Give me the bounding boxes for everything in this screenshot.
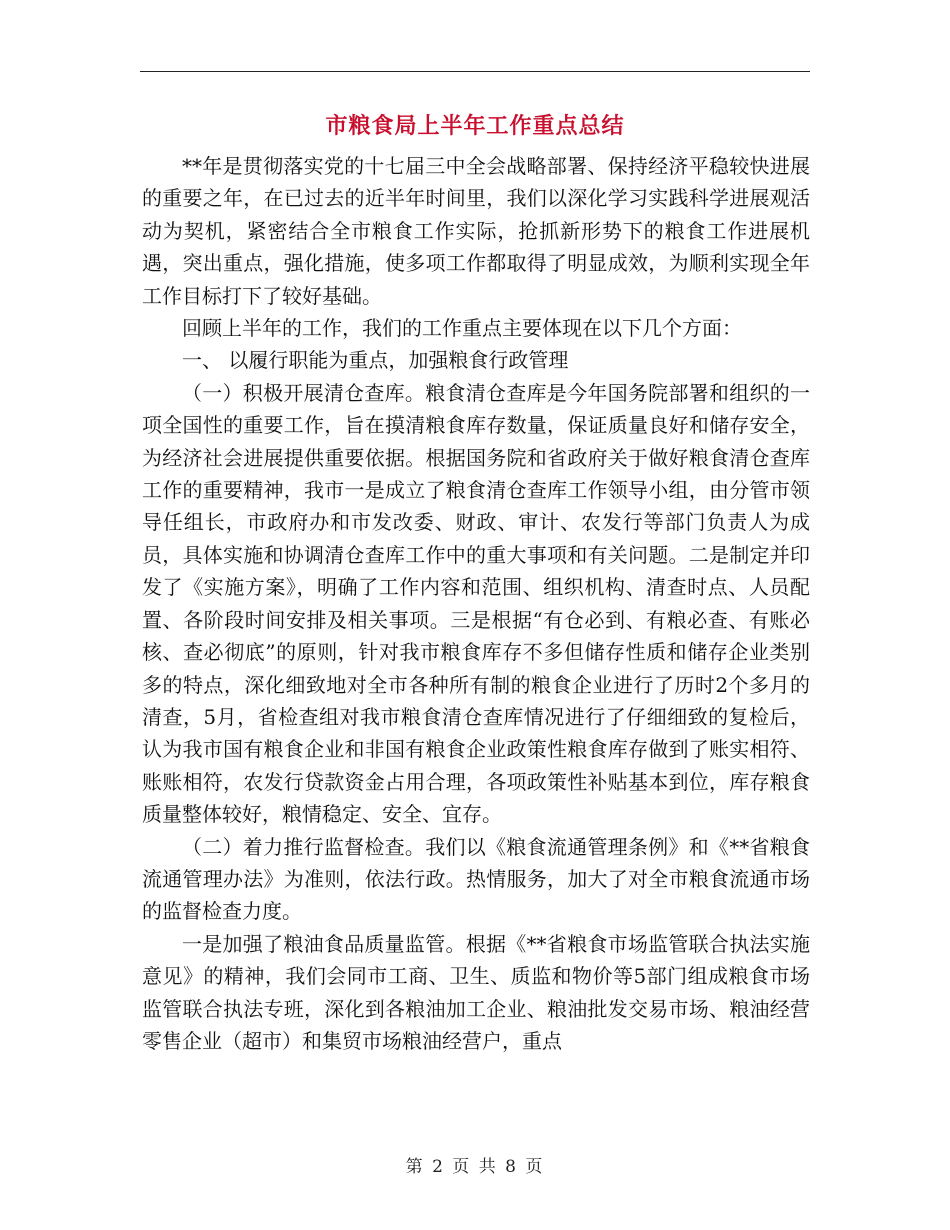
paragraph-intro: **年是贯彻落实党的十七届三中全会战略部署、保持经济平稳较快进展的重要之年，在已过去的近半年时间里，我们以深化学习实践科学进展观活动为契机，紧密结合全市粮食工作实际，抢抓新形势下的粮食工作进展机遇，突出重点，强化措施，使多项工作都取得了明显成效，为顺利实现全年工作目标打下了较好基础。 bbox=[142, 154, 810, 308]
paragraph-supervision: （二）着力推行监督检查。我们以《粮食流通管理条例》和《**省粮食流通管理办法》为准则，依法行政。热情服务，加大了对全市粮食流通市场的监督检查力度。 bbox=[142, 834, 810, 924]
header-rule bbox=[140, 71, 810, 72]
section-heading-1: 一、 以履行职能为重点，加强粮食行政管理 bbox=[182, 348, 569, 373]
paragraph-quality-oversight: 一是加强了粮油食品质量监管。根据《**省粮食市场监管联合执法实施意见》的精神，我们会同市工商、卫生、质监和物价等5部门组成粮食市场监管联合执法专班，深化到各粮油加工企业、粮油批发交易市场、粮油经营零售企业（超市）和集贸市场粮油经营户，重点 bbox=[142, 931, 810, 1053]
page-number-footer: 第 2 页 共 8 页 bbox=[405, 1157, 545, 1177]
paragraph-review: 回顾上半年的工作，我们的工作重点主要体现在以下几个方面： bbox=[182, 316, 742, 341]
document-title: 市粮食局上半年工作重点总结 bbox=[325, 113, 625, 139]
paragraph-clear-inventory: （一）积极开展清仓查库。粮食清仓查库是今年国务院部署和组织的一项全国性的重要工作，旨在摸清粮食库存数量，保证质量良好和储存安全，为经济社会进展提供重要依据。根据国务院和省政府关于做好粮食清仓查库工作的重要精神，我市一是成立了粮食清仓查库工作领导小组，由分管市领导任组长，市政府办和市发改委、财政、审计、农发行等部门负责人为成员，具体实施和协调清仓查库工作中的重大事项和有关问题。二是制定并印发了《实施方案》，明确了工作内容和范围、组织机构、清查时点、人员配置、各阶段时间安排及相关事项。三是根据“有仓必到、有粮必查、有账必核、查必彻底”的原则，针对我市粮食库存不多但储存性质和储存企业类别多的特点，深化细致地对全市各种所有制的粮食企业进行了历时2个多月的清查，5月，省检查组对我市粮食清仓查库情况进行了仔细细致的复检后，认为我市国有粮食企业和非国有粮食企业政策性粮食库存做到了账实相符、账账相符，农发行贷款资金占用合理，各项政策性补贴基本到位，库存粮食质量整体较好，粮情稳定、安全、宜存。 bbox=[142, 380, 810, 827]
document-body bbox=[142, 150, 810, 1057]
